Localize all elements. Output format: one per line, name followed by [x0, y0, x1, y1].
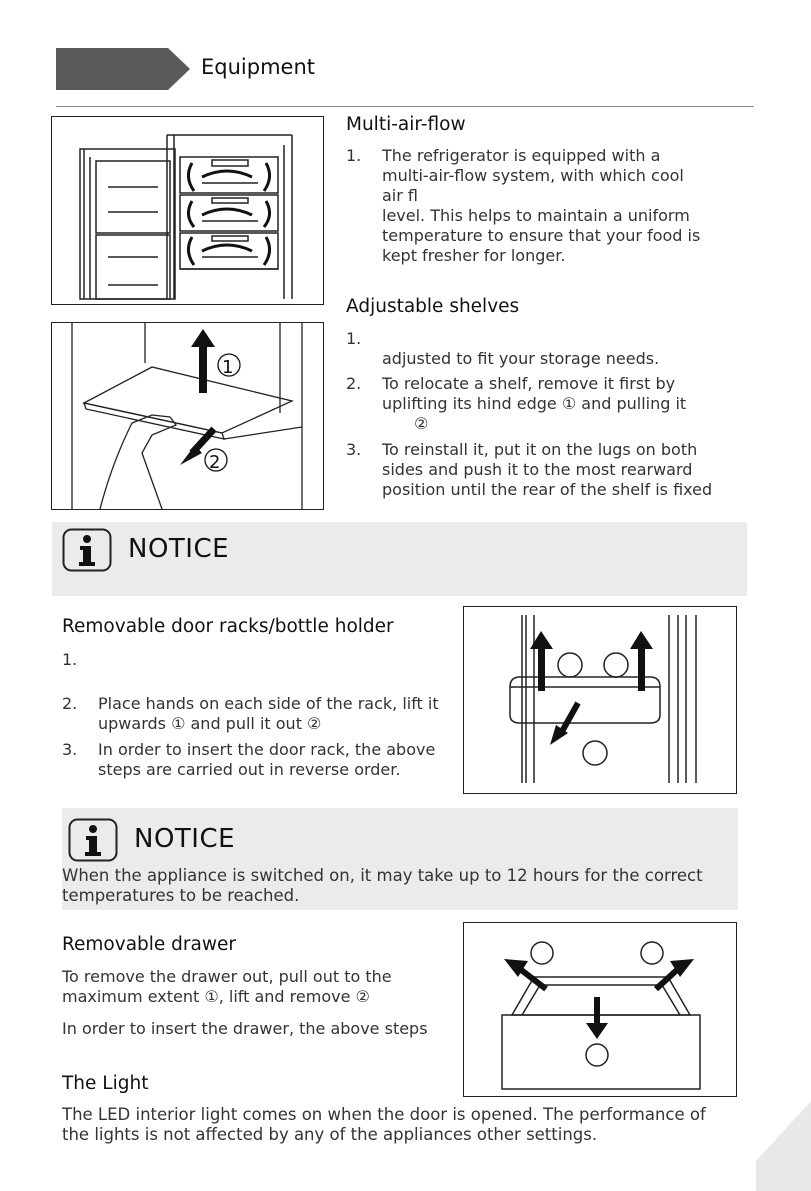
- heading-door-racks: Removable door racks/bottle holder: [62, 616, 394, 637]
- list-number: 1.: [62, 650, 78, 669]
- notice-text: When the appliance is switched on, it may take up to 12 hours for the correct temperatures to be reached.: [62, 866, 703, 905]
- list-item-text: In order to insert the door rack, the above steps are carried out in reverse order.: [98, 740, 436, 779]
- section-tab-arrow: [56, 48, 190, 90]
- notice-title: NOTICE: [128, 534, 230, 564]
- drawer-text: To remove the drawer out, pull out to the maximum extent ①, lift and remove ②: [62, 967, 392, 1006]
- heading-removable-drawer: Removable drawer: [62, 934, 236, 955]
- list-item-text: To reinstall it, put it on the lugs on both sides and push it to the most rearward position until the rear of the shelf is fixed: [382, 440, 713, 499]
- heading-multi-air-flow: Multi-air-flow: [346, 114, 466, 135]
- info-icon: [62, 528, 112, 572]
- header-divider: [56, 106, 754, 107]
- list-number: 3.: [346, 440, 362, 459]
- list-number: 2.: [62, 694, 78, 713]
- page-corner-decoration: [756, 1101, 811, 1191]
- list-item-text: To relocate a shelf, remove it first by uplifting its hind edge ① and pulling it ②: [382, 374, 687, 433]
- drawer-text-2: In order to insert the drawer, the above steps: [62, 1019, 428, 1038]
- figure-door-rack: [463, 606, 737, 794]
- info-icon: [68, 818, 118, 862]
- marker-2: 2: [209, 452, 221, 473]
- notice-box: [52, 522, 747, 596]
- list-number: 2.: [346, 374, 362, 393]
- list-number: 1.: [346, 146, 362, 165]
- figure-drawer: [463, 922, 737, 1097]
- section-title: Equipment: [201, 55, 315, 79]
- notice-box: [62, 808, 738, 910]
- light-text: The LED interior light comes on when the door is opened. The performance of the lights is not affected by any of the appliances other settings.: [62, 1105, 706, 1144]
- list-number: 1.: [346, 329, 362, 348]
- list-number: 3.: [62, 740, 78, 759]
- heading-adjustable-shelves: Adjustable shelves: [346, 296, 520, 317]
- list-item-text: The refrigerator is equipped with a multi-air-flow system, with which cool air fl level. This helps to maintain a uniform temperature to ensure that your food is kept fresher for longer.: [382, 146, 701, 265]
- list-item-text: adjusted to fit your storage needs.: [382, 349, 660, 368]
- figure-multi-air-flow: [51, 116, 324, 305]
- marker-1: 1: [222, 357, 234, 378]
- list-item-text: Place hands on each side of the rack, lift it upwards ① and pull it out ②: [98, 694, 439, 733]
- figure-adjustable-shelf: [51, 322, 324, 510]
- heading-the-light: The Light: [62, 1073, 149, 1094]
- notice-title: NOTICE: [134, 824, 236, 854]
